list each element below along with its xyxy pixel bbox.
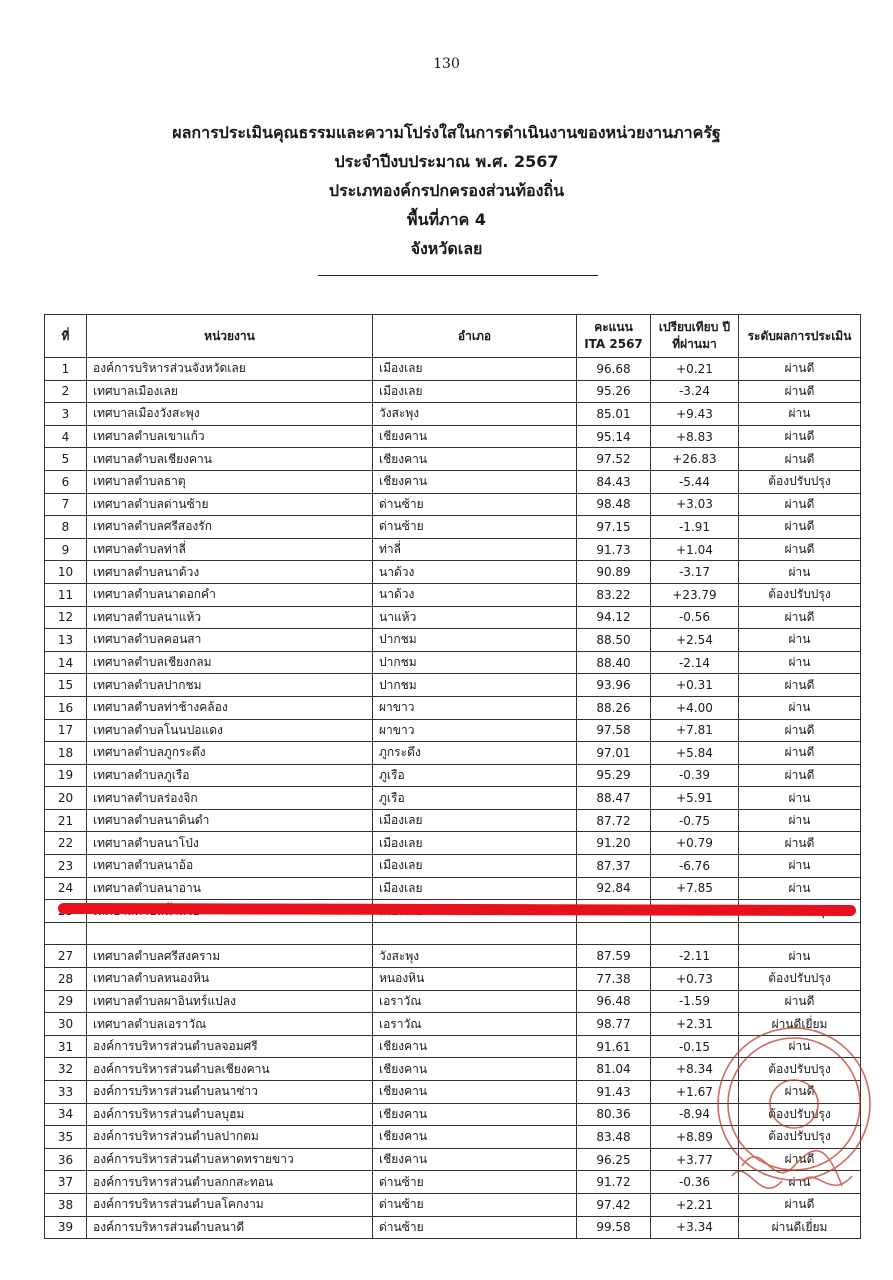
score-change: +2.31 [651,1013,739,1036]
agency-name: เทศบาลตำบลร่องจิก [87,787,373,810]
row-number: 7 [45,493,87,516]
row-number: 20 [45,787,87,810]
red-highlight-mark [58,903,856,916]
row-number: 6 [45,470,87,493]
row-number: 16 [45,696,87,719]
district-name: วังสะพุง [373,403,577,426]
table-row [45,764,861,787]
score-change: +2.21 [651,1193,739,1216]
district-name: เมืองเลย [373,855,577,878]
score-change: +26.83 [651,448,739,471]
agency-name: องค์การบริหารส่วนตำบลโคกงาม [87,1193,373,1216]
ita-score: 80.36 [577,1103,651,1126]
ita-score: 95.26 [577,380,651,403]
row-number: 4 [45,425,87,448]
row-number: 35 [45,1126,87,1149]
score-change: +9.43 [651,403,739,426]
district-name: ผาขาว [373,719,577,742]
district-name: เชียงคาน [373,448,577,471]
table-row [45,1081,861,1104]
row-number: 33 [45,1081,87,1104]
assessment-level: ต้องปรับปรุง [739,1103,861,1126]
row-number: 39 [45,1216,87,1239]
row-number: 5 [45,448,87,471]
score-change: +5.91 [651,787,739,810]
header-level: ระดับผลการประเมิน [739,315,861,358]
title-line: พื้นที่ภาค 4 [407,210,486,229]
ita-score: 97.01 [577,742,651,765]
ita-score: 81.04 [577,1058,651,1081]
table-row [45,538,861,561]
agency-name: เทศบาลตำบลท่าลี่ [87,538,373,561]
assessment-level [739,922,861,945]
agency-name: เทศบาลตำบลหนองหิน [87,968,373,991]
row-number: 32 [45,1058,87,1081]
score-change: -1.59 [651,990,739,1013]
title-line: ประเภทองค์กรปกครองส่วนท้องถิ่น [328,181,565,200]
agency-name: องค์การบริหารส่วนตำบลปากตม [87,1126,373,1149]
score-change: -0.15 [651,1035,739,1058]
ita-score: 96.25 [577,1148,651,1171]
page-number: 130 [433,56,460,72]
assessment-level: ผ่านดี [739,719,861,742]
agency-name: เทศบาลตำบลด่านซ้าย [87,493,373,516]
district-name: ภูกระดึง [373,742,577,765]
district-name: ท่าลี่ [373,538,577,561]
score-change: +4.00 [651,696,739,719]
assessment-level: ผ่าน [739,1035,861,1058]
score-change: +8.83 [651,425,739,448]
table-row [45,945,861,968]
score-change: -5.44 [651,470,739,493]
score-change: +23.79 [651,583,739,606]
row-number: 28 [45,968,87,991]
table-row [45,516,861,539]
score-change: -8.94 [651,1103,739,1126]
district-name: เอราวัณ [373,1013,577,1036]
table-row [45,561,861,584]
table-row [45,358,861,381]
score-change: +3.34 [651,1216,739,1239]
ita-score: 91.43 [577,1081,651,1104]
assessment-level: ผ่านดี [739,380,861,403]
row-number: 1 [45,358,87,381]
score-change: +1.04 [651,538,739,561]
ita-score: 91.73 [577,538,651,561]
row-number: 30 [45,1013,87,1036]
ita-score: 98.77 [577,1013,651,1036]
row-number: 37 [45,1171,87,1194]
agency-name: องค์การบริหารส่วนตำบลนาดี [87,1216,373,1239]
assessment-level: ผ่าน [739,651,861,674]
header-district: อำเภอ [373,315,577,358]
title-underline [318,275,598,276]
district-name: เชียงคาน [373,1103,577,1126]
row-number: 24 [45,877,87,900]
ita-score: 88.47 [577,787,651,810]
district-name: เอราวัณ [373,990,577,1013]
row-number: 22 [45,832,87,855]
table-row [45,493,861,516]
row-number: 29 [45,990,87,1013]
table-body [45,358,861,1239]
agency-name: เทศบาลตำบลโนนปอแดง [87,719,373,742]
score-change: +1.67 [651,1081,739,1104]
table-row [45,583,861,606]
score-change: +3.03 [651,493,739,516]
district-name: เชียงคาน [373,1126,577,1149]
ita-score: 91.61 [577,1035,651,1058]
agency-name: เทศบาลตำบลภูเรือ [87,764,373,787]
ita-score: 83.48 [577,1126,651,1149]
score-change: +0.21 [651,358,739,381]
ita-score: 87.37 [577,855,651,878]
agency-name: เทศบาลตำบลเขาแก้ว [87,425,373,448]
assessment-level: ผ่านดี [739,1193,861,1216]
ita-score: 84.43 [577,470,651,493]
table-row [45,1193,861,1216]
table-row [45,1058,861,1081]
assessment-level: ผ่านดีเยี่ยม [739,1216,861,1239]
assessment-level: ผ่าน [739,696,861,719]
row-number: 38 [45,1193,87,1216]
table-row [45,968,861,991]
agency-name: เทศบาลตำบลท่าช้างคล้อง [87,696,373,719]
score-change: -1.91 [651,516,739,539]
table-row [45,448,861,471]
table-row [45,855,861,878]
row-number: 9 [45,538,87,561]
table-row [45,742,861,765]
score-change: -0.75 [651,809,739,832]
table-row [45,787,861,810]
ita-score: 94.12 [577,606,651,629]
ita-score: 97.52 [577,448,651,471]
district-name: นาแห้ว [373,606,577,629]
score-change: -3.24 [651,380,739,403]
assessment-level: ต้องปรับปรุง [739,1058,861,1081]
score-change: -0.36 [651,1171,739,1194]
agency-name: เทศบาลตำบลนาดินดำ [87,809,373,832]
ita-score [577,922,651,945]
agency-name: เทศบาลตำบลธาตุ [87,470,373,493]
agency-name: เทศบาลตำบลนาดอกคำ [87,583,373,606]
ita-score: 98.48 [577,493,651,516]
district-name: ด่านซ้าย [373,1193,577,1216]
row-number: 14 [45,651,87,674]
district-name: ด่านซ้าย [373,493,577,516]
row-number: 8 [45,516,87,539]
ita-score: 83.22 [577,583,651,606]
assessment-level: ผ่านดี [739,990,861,1013]
table-row [45,403,861,426]
row-number: 34 [45,1103,87,1126]
table-row [45,606,861,629]
ita-score: 90.89 [577,561,651,584]
district-name: เมืองเลย [373,809,577,832]
agency-name: เทศบาลตำบลปากชม [87,674,373,697]
agency-name: องค์การบริหารส่วนตำบลนาซ่าว [87,1081,373,1104]
results-table [44,314,861,1239]
score-change: +8.89 [651,1126,739,1149]
district-name: ปากชม [373,629,577,652]
table-row [45,809,861,832]
score-change: +8.34 [651,1058,739,1081]
row-number: 3 [45,403,87,426]
table-header-row [45,315,861,358]
assessment-level: ผ่านดี [739,606,861,629]
assessment-level: ต้องปรับปรุง [739,470,861,493]
assessment-level: ผ่าน [739,787,861,810]
district-name: ผาขาว [373,696,577,719]
agency-name: เทศบาลตำบลศรีสงคราม [87,945,373,968]
table-row [45,651,861,674]
ita-score: 87.72 [577,809,651,832]
row-number: 21 [45,809,87,832]
ita-score: 92.84 [577,877,651,900]
assessment-level: ผ่าน [739,877,861,900]
agency-name: เทศบาลตำบลนาโป่ง [87,832,373,855]
district-name: นาด้วง [373,561,577,584]
assessment-level: ผ่าน [739,809,861,832]
table-row [45,719,861,742]
assessment-level: ผ่าน [739,561,861,584]
district-name [373,922,577,945]
district-name: ปากชม [373,674,577,697]
table-row [45,425,861,448]
agency-name: องค์การบริหารส่วนตำบลหาดทรายขาว [87,1148,373,1171]
district-name: เชียงคาน [373,470,577,493]
score-change: +3.77 [651,1148,739,1171]
header-change: เปรียบเทียบ ปีที่ผ่านมา [651,315,739,358]
agency-name [87,922,373,945]
row-number: 2 [45,380,87,403]
header-no: ที่ [45,315,87,358]
district-name: ภูเรือ [373,787,577,810]
assessment-level: ผ่านดี [739,516,861,539]
document-title [0,118,893,263]
agency-name: เทศบาลตำบลนาด้วง [87,561,373,584]
ita-score: 96.48 [577,990,651,1013]
ita-score: 88.50 [577,629,651,652]
table-row [45,922,861,945]
score-change: -0.39 [651,764,739,787]
table-row [45,674,861,697]
agency-name: เทศบาลตำบลเชียงกลม [87,651,373,674]
agency-name: องค์การบริหารส่วนตำบลกกสะทอน [87,1171,373,1194]
district-name: ด่านซ้าย [373,1171,577,1194]
header-score: คะแนน ITA 2567 [577,315,651,358]
district-name: นาด้วง [373,583,577,606]
agency-name: เทศบาลตำบลนาแห้ว [87,606,373,629]
table-row [45,1035,861,1058]
district-name: วังสะพุง [373,945,577,968]
score-change: +0.73 [651,968,739,991]
table-row [45,990,861,1013]
table-row [45,1013,861,1036]
agency-name: เทศบาลเมืองวังสะพุง [87,403,373,426]
agency-name: เทศบาลตำบลผาอินทร์แปลง [87,990,373,1013]
agency-name: เทศบาลตำบลเอราวัณ [87,1013,373,1036]
district-name: เมืองเลย [373,358,577,381]
ita-score: 91.72 [577,1171,651,1194]
ita-score: 99.58 [577,1216,651,1239]
district-name: เชียงคาน [373,1148,577,1171]
district-name: เชียงคาน [373,1035,577,1058]
assessment-level: ผ่าน [739,629,861,652]
table-row [45,1171,861,1194]
row-number: 36 [45,1148,87,1171]
score-change: -3.17 [651,561,739,584]
assessment-level: ผ่านดี [739,742,861,765]
assessment-level: ผ่านดี [739,674,861,697]
district-name: เมืองเลย [373,380,577,403]
table-row [45,1126,861,1149]
row-number: 12 [45,606,87,629]
score-change: -2.11 [651,945,739,968]
row-number: 31 [45,1035,87,1058]
score-change: +7.81 [651,719,739,742]
row-number: 13 [45,629,87,652]
score-change: +7.85 [651,877,739,900]
agency-name: เทศบาลตำบลเชียงคาน [87,448,373,471]
score-change: +2.54 [651,629,739,652]
table-row [45,1216,861,1239]
row-number: 18 [45,742,87,765]
agency-name: องค์การบริหารส่วนตำบลเชียงคาน [87,1058,373,1081]
district-name: เชียงคาน [373,425,577,448]
table-row [45,629,861,652]
ita-score: 87.59 [577,945,651,968]
ita-score: 85.01 [577,403,651,426]
assessment-level: ผ่านดี [739,764,861,787]
score-change [651,922,739,945]
assessment-level: ต้องปรับปรุง [739,1126,861,1149]
assessment-level: ผ่านดี [739,538,861,561]
district-name: ภูเรือ [373,764,577,787]
assessment-level: ผ่านดี [739,832,861,855]
score-change: +0.31 [651,674,739,697]
table-row [45,877,861,900]
assessment-level: ผ่านดี [739,493,861,516]
table-row [45,380,861,403]
agency-name: องค์การบริหารส่วนจังหวัดเลย [87,358,373,381]
ita-score: 95.14 [577,425,651,448]
score-change: -6.76 [651,855,739,878]
assessment-level: ผ่านดี [739,425,861,448]
score-change: -2.14 [651,651,739,674]
title-line: ประจำปีงบประมาณ พ.ศ. 2567 [334,152,559,171]
title-line: ผลการประเมินคุณธรรมและความโปร่งใสในการดำเนินงานของหน่วยงานภาครัฐ [172,123,721,142]
row-number: 11 [45,583,87,606]
table-row [45,696,861,719]
assessment-level: ผ่าน [739,945,861,968]
agency-name: องค์การบริหารส่วนตำบลจอมศรี [87,1035,373,1058]
row-number: 10 [45,561,87,584]
title-line: จังหวัดเลย [410,239,483,258]
ita-score: 88.26 [577,696,651,719]
header-agency: หน่วยงาน [87,315,373,358]
district-name: เมืองเลย [373,832,577,855]
district-name: หนองหิน [373,968,577,991]
score-change: +5.84 [651,742,739,765]
table-row [45,1148,861,1171]
assessment-level: ผ่าน [739,1171,861,1194]
row-number: 19 [45,764,87,787]
agency-name: เทศบาลตำบลนาอาน [87,877,373,900]
score-change: -0.56 [651,606,739,629]
row-number: 23 [45,855,87,878]
assessment-level: ต้องปรับปรุง [739,583,861,606]
ita-score: 91.20 [577,832,651,855]
agency-name: เทศบาลตำบลศรีสองรัก [87,516,373,539]
ita-score: 97.15 [577,516,651,539]
district-name: เชียงคาน [373,1058,577,1081]
ita-score: 93.96 [577,674,651,697]
row-number: 27 [45,945,87,968]
ita-score: 88.40 [577,651,651,674]
assessment-level: ผ่านดี [739,1081,861,1104]
agency-name: เทศบาลตำบลภูกระดึง [87,742,373,765]
district-name: ด่านซ้าย [373,1216,577,1239]
ita-score: 97.58 [577,719,651,742]
district-name: เชียงคาน [373,1081,577,1104]
table-row [45,470,861,493]
assessment-level: ผ่านดี [739,358,861,381]
ita-score: 77.38 [577,968,651,991]
ita-score: 96.68 [577,358,651,381]
district-name: ด่านซ้าย [373,516,577,539]
row-number: 17 [45,719,87,742]
assessment-level: ผ่านดี [739,1148,861,1171]
row-number [45,922,87,945]
district-name: เมืองเลย [373,877,577,900]
assessment-level: ผ่านดี [739,448,861,471]
score-change: +0.79 [651,832,739,855]
agency-name: เทศบาลเมืองเลย [87,380,373,403]
assessment-level: ผ่านดีเยี่ยม [739,1013,861,1036]
ita-score: 97.42 [577,1193,651,1216]
table-row [45,832,861,855]
assessment-level: ผ่าน [739,403,861,426]
district-name: ปากชม [373,651,577,674]
ita-score: 95.29 [577,764,651,787]
agency-name: องค์การบริหารส่วนตำบลบุฮม [87,1103,373,1126]
table-row [45,1103,861,1126]
agency-name: เทศบาลตำบลนาอ้อ [87,855,373,878]
assessment-level: ต้องปรับปรุง [739,968,861,991]
agency-name: เทศบาลตำบลคอนสา [87,629,373,652]
assessment-level: ผ่าน [739,855,861,878]
row-number: 15 [45,674,87,697]
